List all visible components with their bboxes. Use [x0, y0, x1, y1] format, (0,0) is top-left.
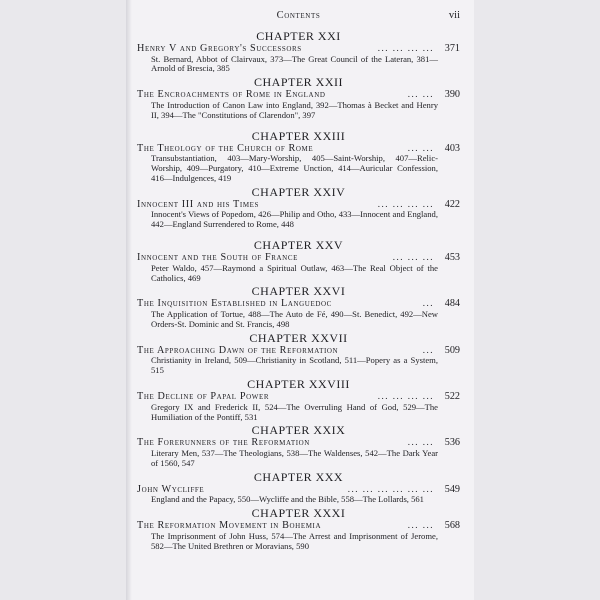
- chapter-title: The Forerunners of the Reformation: [137, 437, 310, 449]
- chapter-entry: [137, 186, 460, 230]
- chapter-summary: Christianity in Ireland, 509—Christianity in Scotland, 511—Popery as a System, 515: [151, 355, 438, 376]
- chapter-title-row: [137, 520, 460, 532]
- chapter-title: The Approaching Dawn of the Reformation: [137, 344, 339, 356]
- chapter-title: John Wycliffe: [137, 483, 205, 495]
- chapter-page-number: 568: [444, 520, 460, 532]
- chapter-title: Innocent and the South of France: [137, 252, 298, 264]
- chapter-heading: CHAPTER XXXI: [251, 506, 346, 521]
- chapter-heading: CHAPTER XXVII: [249, 330, 348, 345]
- chapter-page-number: 390: [444, 89, 460, 101]
- dot-leader: ... ...: [407, 520, 434, 531]
- dot-leader: ...: [422, 344, 434, 355]
- chapter-entry: [137, 507, 460, 551]
- chapter-entry: [137, 30, 460, 74]
- chapter-title: The Theology of the Church of Rome: [137, 142, 314, 154]
- chapter-title: The Encroachments of Rome in England: [137, 89, 326, 101]
- table-of-contents: [137, 30, 460, 551]
- chapter-title: The Reformation Movement in Bohemia: [137, 520, 322, 532]
- chapter-summary: The Imprisonment of John Huss, 574—The Arrest and Imprisonment of Jerome, 582—The United Brethren or Moravians, 590: [151, 530, 438, 551]
- dot-leader: ... ... ... ...: [377, 198, 434, 209]
- dot-leader: ... ... ... ...: [377, 43, 434, 53]
- chapter-summary: Gregory IX and Frederick II, 524—The Overruling Hand of God, 529—The Humiliation of the Pontiff, 531: [151, 401, 438, 422]
- chapter-heading: CHAPTER XXVIII: [247, 377, 350, 392]
- chapter-page-number: 522: [444, 391, 460, 403]
- chapter-entry: [137, 239, 460, 283]
- chapter-summary: Transubstantiation, 403—Mary-Worship, 405—Saint-Worship, 407—Relic-Worship, 409—Purgatory, 410—Extreme Unction, 414—Auricular Confession, 416—Indulgences, 419: [151, 153, 438, 183]
- chapter-entry: [137, 471, 460, 505]
- chapter-entry: [137, 424, 460, 468]
- chapter-title-row: [137, 252, 460, 264]
- chapter-page-number: 484: [444, 298, 460, 310]
- dot-leader: ... ... ...: [392, 252, 434, 263]
- chapter-summary: The Introduction of Canon Law into England, 392—Thomas à Becket and Henry II, 394—The "Constitutions of Clarendon", 397: [151, 99, 438, 120]
- chapter-summary: St. Bernard, Abbot of Clairvaux, 373—The Great Council of the Lateran, 381—Arnold of Brescia, 385: [151, 53, 438, 74]
- chapter-page-number: 549: [444, 483, 460, 495]
- dot-leader: ... ... ... ...: [377, 391, 434, 402]
- chapter-heading: CHAPTER XXIV: [251, 184, 346, 199]
- chapter-entry: [137, 285, 460, 329]
- chapter-page-number: 536: [444, 437, 460, 449]
- chapter-summary: England and the Papacy, 550—Wycliffe and the Bible, 558—The Lollards, 561: [151, 494, 424, 505]
- dot-leader: ...: [422, 298, 434, 309]
- chapter-title-row: [137, 43, 460, 55]
- chapter-title: The Decline of Papal Power: [137, 391, 270, 403]
- chapter-title: Innocent III and his Times: [137, 198, 260, 210]
- chapter-heading: CHAPTER XXII: [254, 75, 343, 90]
- chapter-page-number: 371: [444, 43, 460, 54]
- chapter-heading: CHAPTER XXIX: [251, 423, 346, 438]
- chapter-summary: Peter Waldo, 457—Raymond a Spiritual Outlaw, 463—The Real Object of the Catholics, 469: [151, 262, 438, 283]
- chapter-page-number: 422: [444, 198, 460, 210]
- chapter-title: The Inquisition Established in Languedoc: [137, 298, 332, 310]
- dot-leader: ... ...: [407, 142, 434, 153]
- header-title: Contents: [276, 10, 321, 21]
- chapter-page-number: 509: [444, 344, 460, 356]
- chapter-entry: [137, 76, 460, 120]
- chapter-entry: [137, 130, 460, 184]
- header-page-number: vii: [448, 10, 460, 21]
- chapter-summary: Innocent's Views of Popedom, 426—Philip and Otho, 433—Innocent and England, 442—England Surrendered to Rome, 448: [151, 209, 438, 230]
- dot-leader: ... ...: [407, 437, 434, 448]
- chapter-summary: Literary Men, 537—The Theologians, 538—The Waldenses, 542—The Dark Year of 1560, 547: [151, 447, 438, 468]
- chapter-page-number: 453: [444, 252, 460, 264]
- running-header: [137, 10, 460, 24]
- chapter-title-row: [137, 391, 460, 403]
- dot-leader: ... ... ... ... ... ...: [347, 483, 434, 494]
- chapter-entry: [137, 378, 460, 422]
- chapter-heading: CHAPTER XXX: [253, 469, 344, 484]
- chapter-heading: CHAPTER XXV: [253, 238, 344, 253]
- dot-leader: ... ...: [407, 89, 434, 100]
- chapter-heading: CHAPTER XXIII: [251, 128, 346, 143]
- chapter-entry: [137, 332, 460, 376]
- chapter-summary: The Application of Tortue, 488—The Auto de Fé, 490—St. Benedict, 492—New Orders-St. Dominic and St. Francis, 498: [151, 308, 438, 329]
- chapter-heading: CHAPTER XXI: [256, 29, 341, 43]
- chapter-page-number: 403: [444, 142, 460, 154]
- chapter-title: Henry V and Gregory's Successors: [137, 43, 302, 54]
- chapter-heading: CHAPTER XXVI: [251, 284, 346, 299]
